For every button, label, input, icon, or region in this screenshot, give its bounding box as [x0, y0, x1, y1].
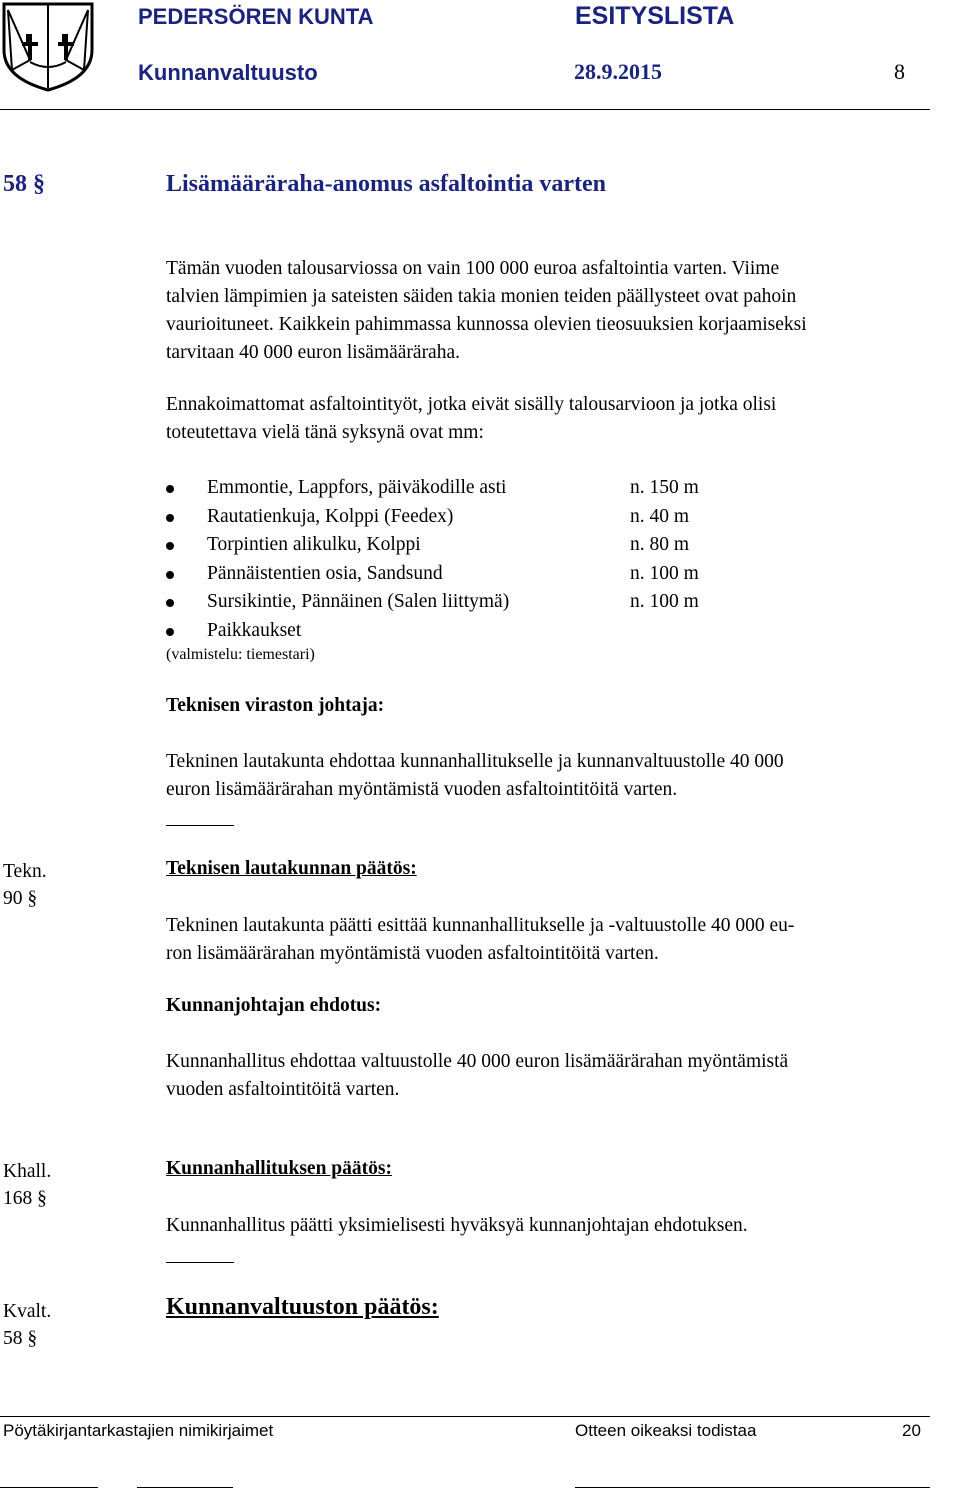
municipality-crest-icon	[0, 0, 96, 92]
footer-page-number: 20	[902, 1421, 921, 1440]
mayor-proposal-heading: Kunnanjohtajan ehdotus:	[166, 995, 382, 1016]
road-name: Paikkaukset	[207, 619, 302, 641]
footer-divider	[0, 1416, 930, 1417]
footer-certification-label: Otteen oikeaksi todistaa	[575, 1421, 757, 1440]
signature-line	[0, 1487, 98, 1488]
text-line: Tekninen lautakunta ehdottaa kunnanhallitukselle ja kunnanvaltuustolle 40 000	[166, 751, 784, 772]
council-reference	[3, 1298, 51, 1352]
list-item	[166, 588, 766, 617]
signature-line	[137, 1487, 233, 1488]
header-divider	[0, 109, 930, 110]
organization-name: PEDERSÖREN KUNTA	[138, 4, 374, 29]
road-length: n. 100 m	[630, 591, 699, 613]
road-length: n. 80 m	[630, 534, 690, 556]
text-line: Tämän vuoden talousarviossa on vain 100 000 euroa asfaltointia varten. Viime	[166, 258, 780, 279]
reference-number: 90 §	[3, 888, 38, 909]
list-item	[166, 560, 766, 589]
technical-board-reference	[3, 858, 47, 912]
technical-director-heading: Teknisen viraston johtaja:	[166, 695, 385, 716]
governing-body: Kunnanvaltuusto	[138, 60, 318, 85]
text-line: vuoden asfaltointitöitä varten.	[166, 1079, 400, 1100]
road-name: Torpintien alikulku, Kolppi	[207, 534, 421, 556]
text-line: Tekninen lautakunta päätti esittää kunnanhallitukselle ja -valtuustolle 40 000 eu-	[166, 915, 795, 936]
road-length: n. 100 m	[630, 562, 699, 584]
intro-paragraph	[166, 255, 911, 367]
road-name: Rautatienkuja, Kolppi (Feedex)	[207, 505, 454, 527]
reference-number: 58 §	[3, 1328, 38, 1349]
technical-board-decision	[166, 912, 911, 968]
bullet-icon	[166, 628, 174, 636]
reference-label: Tekn.	[3, 861, 47, 882]
bullet-icon	[166, 599, 174, 607]
bullet-icon	[166, 542, 174, 550]
road-length: n. 150 m	[630, 477, 699, 498]
list-item	[166, 474, 766, 503]
list-item	[166, 503, 766, 532]
list-item	[166, 531, 766, 560]
text-line: ron lisämäärärahan myöntämistä vuoden asfaltointitöitä varten.	[166, 943, 659, 964]
meeting-date: 28.9.2015	[574, 59, 662, 84]
reference-number: 168 §	[3, 1188, 47, 1209]
bullet-icon	[166, 485, 174, 493]
mayor-proposal-text	[166, 1048, 911, 1104]
road-name: Sursikintie, Pännäinen (Salen liittymä)	[207, 591, 510, 613]
works-list	[166, 474, 766, 646]
unforeseen-works-paragraph	[166, 391, 911, 447]
board-decision-text	[166, 1212, 911, 1240]
list-item	[166, 617, 766, 646]
separator-line	[166, 825, 234, 826]
text-line: euron lisämäärärahan myöntämistä vuoden asfaltointitöitä varten.	[166, 779, 678, 800]
bullet-icon	[166, 514, 174, 522]
council-decision-heading: Kunnanvaltuuston päätös:	[166, 1294, 439, 1320]
page-number: 8	[894, 59, 905, 84]
text-line: Ennakoimattomat asfaltointityöt, jotka eivät sisälly talousarvioon ja jotka olisi	[166, 394, 777, 415]
text-line: toteutettava vielä tänä syksynä ovat mm:	[166, 422, 484, 443]
footer-initials-label: Pöytäkirjantarkastajien nimikirjaimet	[3, 1421, 274, 1440]
reference-label: Khall.	[3, 1161, 52, 1182]
text-line: Kunnanhallitus ehdottaa valtuustolle 40 000 euron lisämäärärahan myöntämistä	[166, 1051, 789, 1072]
road-name: Pännäistentien osia, Sandsund	[207, 562, 443, 584]
preparer-note: (valmistelu: tiemestari)	[166, 646, 315, 663]
signature-line	[575, 1487, 930, 1488]
bullet-icon	[166, 571, 174, 579]
board-reference	[3, 1158, 51, 1212]
reference-label: Kvalt.	[3, 1301, 52, 1322]
road-name: Emmontie, Lappfors, päiväkodille asti	[207, 477, 507, 498]
text-line: vaurioituneet. Kaikkein pahimmassa kunnossa olevien tieosuuksien korjaamiseksi	[166, 314, 807, 335]
road-length: n. 40 m	[630, 505, 690, 527]
technical-director-proposal	[166, 748, 911, 804]
section-title: Lisämääräraha-anomus asfaltointia varten	[166, 171, 606, 197]
section-number: 58 §	[3, 171, 45, 197]
text-line: talvien lämpimien ja sateisten säiden takia monien teiden päällysteet ovat pahoin	[166, 286, 797, 307]
text-line: Kunnanhallitus päätti yksimielisesti hyväksyä kunnanjohtajan ehdotuksen.	[166, 1215, 748, 1236]
document-type: ESITYSLISTA	[575, 2, 735, 30]
separator-line	[166, 1262, 234, 1263]
text-line: tarvitaan 40 000 euron lisämääräraha.	[166, 342, 460, 363]
technical-board-heading: Teknisen lautakunnan päätös:	[166, 858, 417, 879]
board-decision-heading: Kunnanhallituksen päätös:	[166, 1158, 392, 1179]
